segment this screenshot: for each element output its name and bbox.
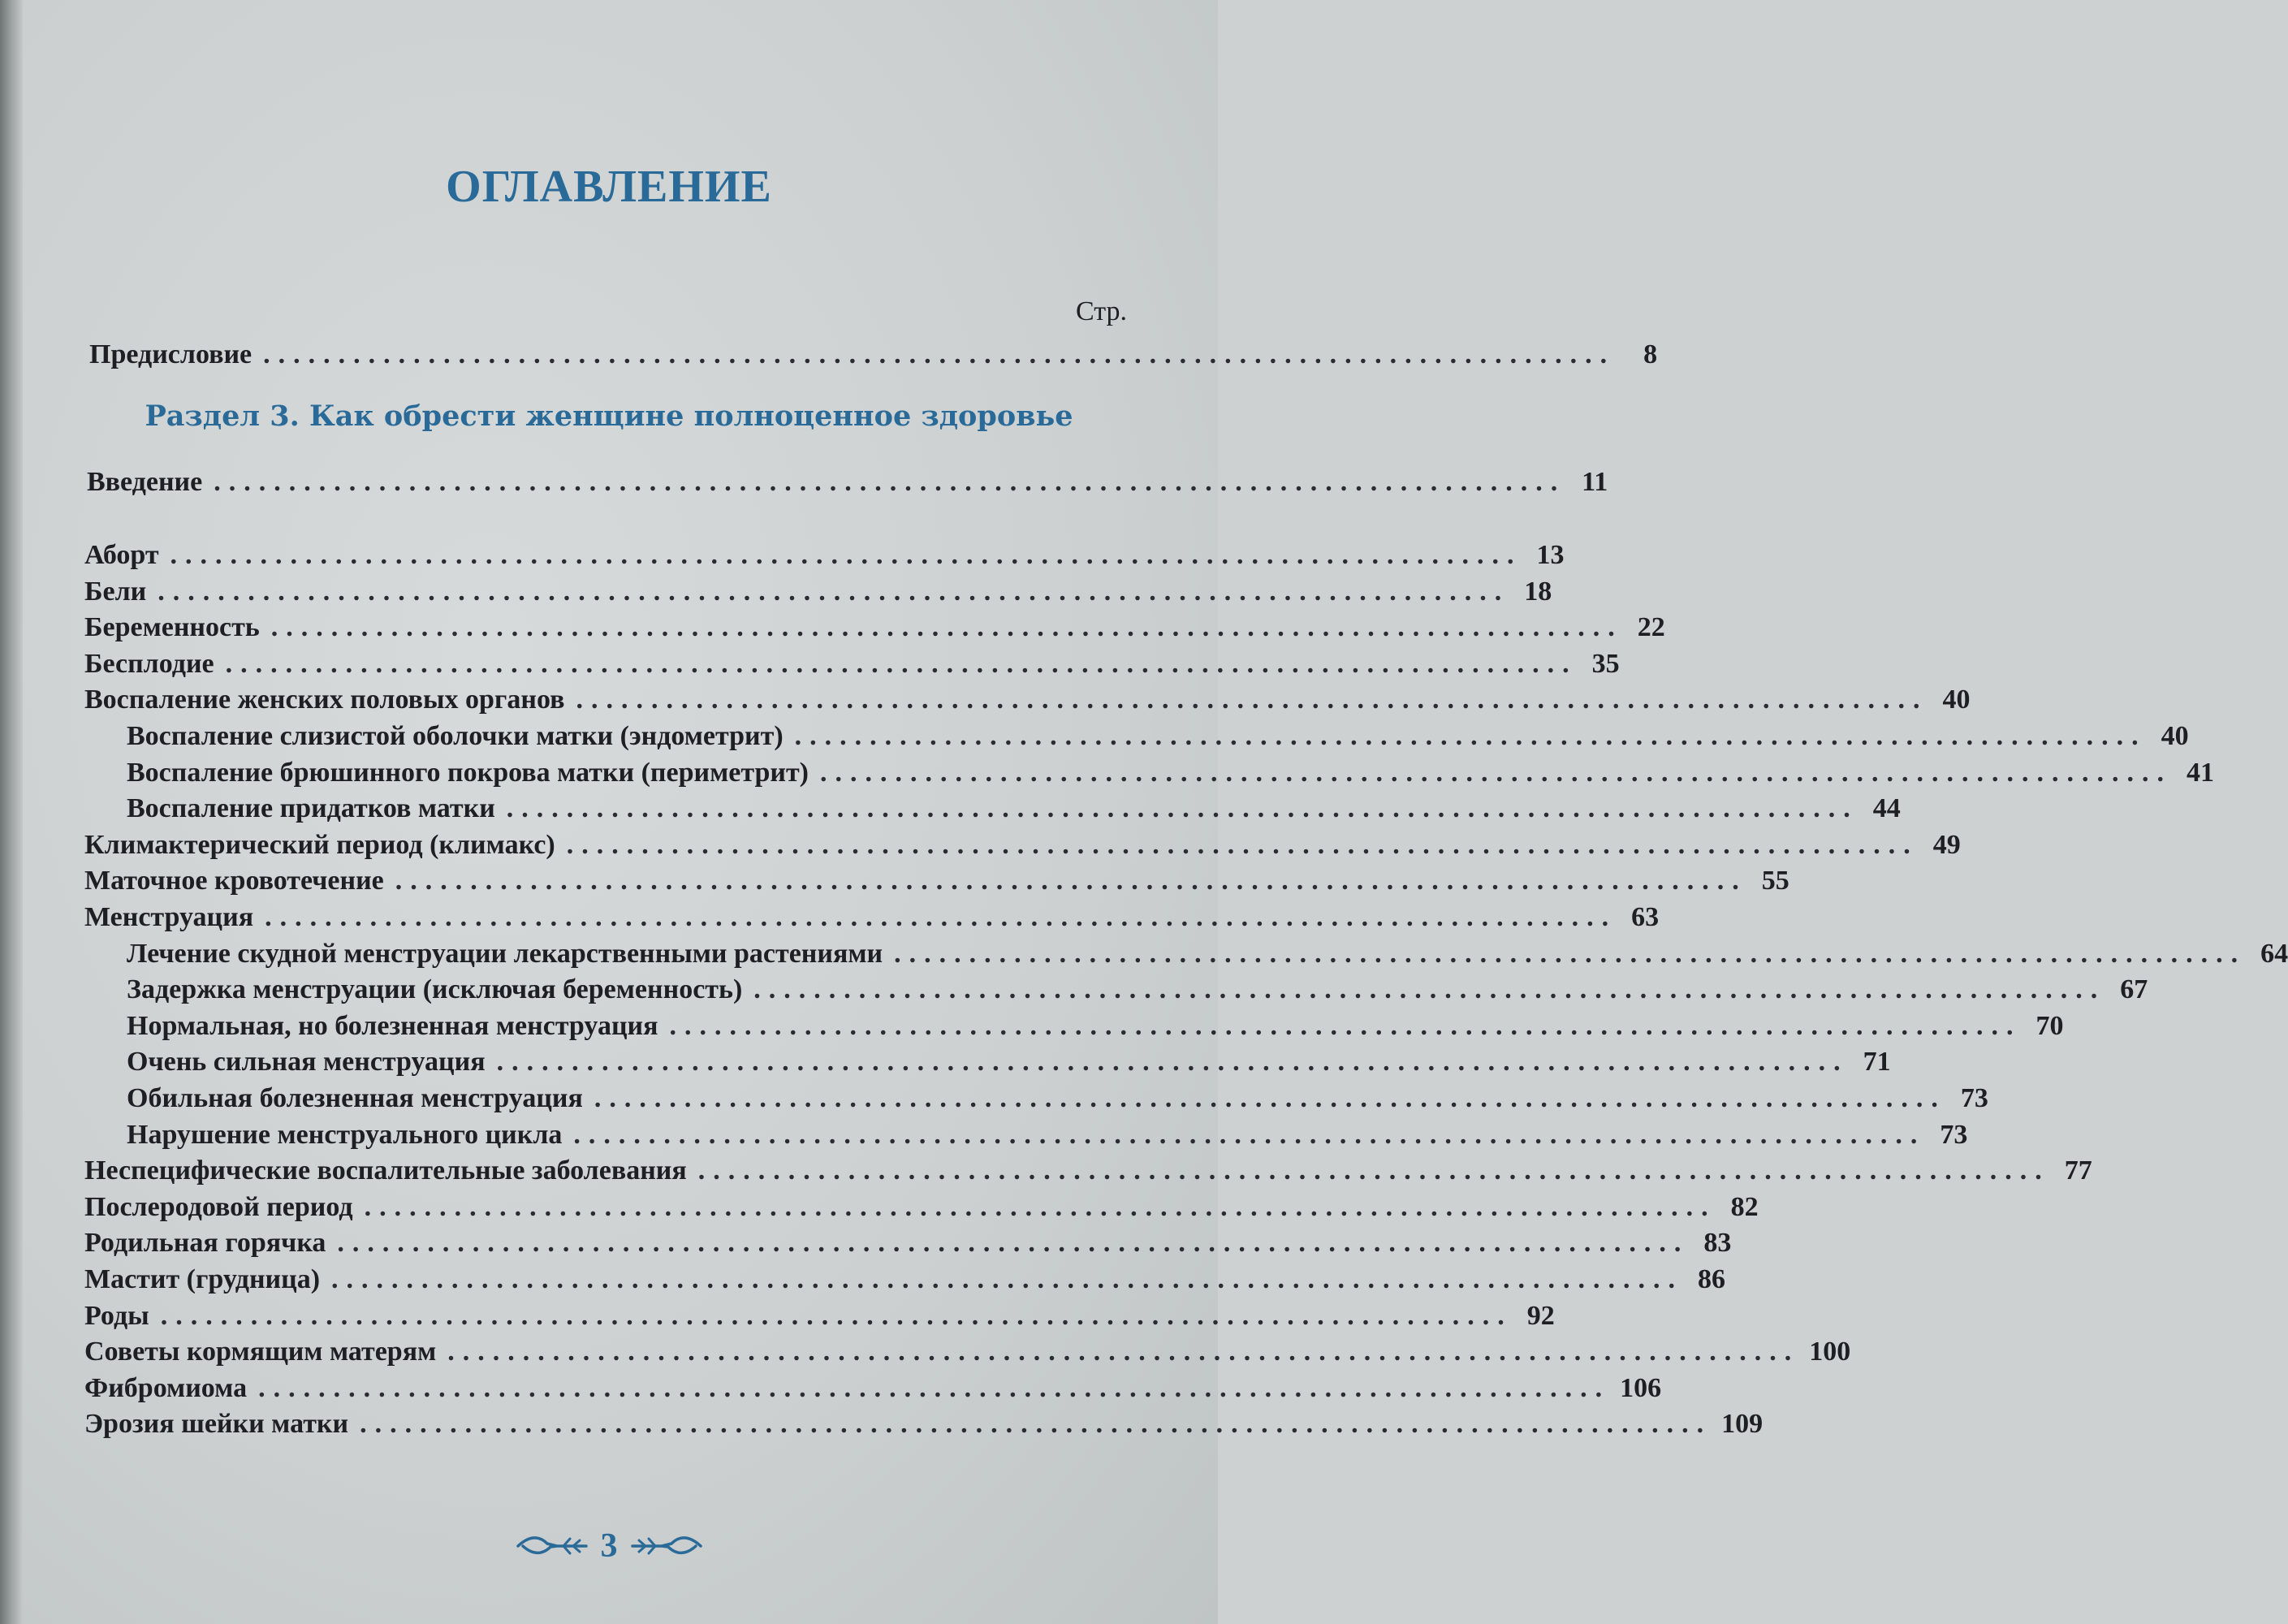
toc-entry-introduction [0, 464, 1608, 500]
toc-entry [0, 1044, 1891, 1080]
toc-entry-preface [0, 337, 1658, 373]
toc-entry-label: Обильная болезненная менструация [127, 1083, 583, 1113]
floral-ornament-left-icon [515, 1532, 589, 1560]
toc-entry-label: Маточное кровотечение [84, 866, 384, 896]
toc-entry-label: Фибромиома [84, 1373, 248, 1403]
dot-leader: .......................................................................................... [225, 649, 1578, 679]
toc-entry [0, 863, 1789, 899]
toc-entry [0, 610, 1665, 646]
toc-entry-label: Бесплодие [84, 649, 214, 679]
toc-entry-label: Мастит (грудница) [84, 1264, 321, 1294]
toc-entry-label: Роды [84, 1301, 149, 1331]
toc-entry-label: Воспаление брюшинного покрова матки (периметрит) [127, 758, 809, 788]
toc-entry-label: Нормальная, но болезненная менструация [127, 1011, 658, 1041]
page-column-label: Стр. [1075, 296, 1127, 326]
toc-entry [0, 791, 1901, 827]
toc-entry-label: Беременность [84, 612, 260, 642]
toc-entry [0, 1298, 1555, 1334]
toc-entry-label: Введение [87, 467, 203, 497]
dot-leader: .......................................................................................... [214, 467, 1566, 497]
toc-entry-page: 73 [1960, 1083, 1988, 1113]
toc-entry-page: 83 [1703, 1228, 1732, 1258]
dot-leader: .......................................................................................... [506, 793, 1858, 823]
toc-entry-page: 63 [1631, 902, 1660, 932]
toc-entry [0, 1190, 1759, 1225]
toc-entry-page: 64 [2260, 939, 2288, 969]
toc-entry-page: 22 [1637, 612, 1665, 642]
toc-entry-page: 8 [1643, 339, 1658, 369]
toc-entry [0, 1406, 1763, 1442]
toc-entry-label: Послеродовой период [84, 1192, 353, 1222]
section-heading: Раздел 3. Как обрести женщине полноценное здоровье [145, 400, 1073, 433]
dot-leader: .......................................................................................... [669, 1011, 2022, 1041]
toc-entry-page: 82 [1730, 1192, 1759, 1222]
toc-entry-label: Воспаление женских половых органов [84, 685, 565, 715]
toc-entry-page: 100 [1809, 1337, 1851, 1367]
toc-entry-label: Воспаление слизистой оболочки матки (эндометрит) [127, 721, 784, 751]
dot-leader: .......................................................................................... [170, 540, 1522, 570]
toc-entry-label: Воспаление придатков матки [127, 793, 495, 823]
toc-entry [0, 755, 2214, 791]
toc-entry-page: 77 [2064, 1155, 2092, 1186]
toc-entry [0, 682, 1971, 718]
toc-entry-page: 109 [1721, 1409, 1763, 1439]
dot-leader: .......................................................................................... [794, 721, 2147, 751]
page-footer [0, 1527, 1218, 1566]
toc-entry-page: 73 [1940, 1120, 1968, 1150]
toc-entry [0, 1334, 1851, 1370]
floral-ornament-right-icon [629, 1532, 704, 1560]
toc-entry-label: Очень сильная менструация [127, 1047, 486, 1077]
toc-entry-label: Советы кормящим матерям [84, 1337, 437, 1367]
toc-entry [0, 1009, 2064, 1044]
dot-leader: .......................................................................................... [263, 339, 1616, 369]
toc-entry [0, 1153, 2092, 1189]
toc-entry [0, 936, 2288, 972]
toc-entry-page: 70 [2035, 1011, 2064, 1041]
toc-entry-page: 67 [2120, 974, 2148, 1004]
toc-entry-label: Аборт [84, 540, 159, 570]
dot-leader: .......................................................................................... [819, 758, 2172, 788]
toc-entry [0, 574, 1552, 610]
toc-entry-label: Нарушение менструального цикла [127, 1120, 563, 1150]
toc-entry-page: 11 [1582, 467, 1608, 497]
toc-entry-label: Бели [84, 577, 147, 607]
dot-leader: .......................................................................................... [364, 1192, 1716, 1222]
dot-leader: .......................................................................................... [395, 866, 1747, 896]
toc-entry-label: Менструация [84, 902, 254, 932]
dot-leader: .......................................................................................... [576, 685, 1928, 715]
dot-leader: .......................................................................................... [160, 1301, 1513, 1331]
dot-leader: .......................................................................................... [158, 577, 1510, 607]
dot-leader: .......................................................................................... [331, 1264, 1684, 1294]
toc-entry-page: 44 [1872, 793, 1901, 823]
toc-entry [0, 1262, 1726, 1298]
toc-entry-label: Эрозия шейки матки [84, 1409, 349, 1439]
dot-leader: .......................................................................................... [496, 1047, 1849, 1077]
dot-leader: .......................................................................................... [594, 1083, 1946, 1113]
toc-entry-page: 13 [1536, 540, 1565, 570]
dot-leader: .......................................................................................... [360, 1409, 1712, 1439]
dot-leader: .......................................................................................... [566, 830, 1919, 860]
toc-entry-label: Лечение скудной менструации лекарственными растениями [127, 939, 883, 969]
dot-leader: .......................................................................................... [258, 1373, 1611, 1403]
toc-entry-page: 55 [1761, 866, 1789, 896]
toc-entry-page: 106 [1620, 1373, 1662, 1403]
page-number: 3 [600, 1527, 618, 1565]
toc-entry-page: 18 [1524, 577, 1552, 607]
toc-entry [0, 900, 1660, 935]
toc-entry-page: 71 [1863, 1047, 1891, 1077]
toc-entry [0, 972, 2148, 1008]
toc-entry-page: 49 [1932, 830, 1961, 860]
toc-entry [0, 719, 2189, 754]
toc-entry [0, 827, 1961, 863]
dot-leader: .......................................................................................... [753, 974, 2106, 1004]
toc-entry-page: 41 [2186, 758, 2214, 788]
dot-leader: .......................................................................................... [265, 902, 1617, 932]
dot-leader: .......................................................................................... [894, 939, 2247, 969]
toc-entry [0, 1225, 1732, 1261]
dot-leader: .......................................................................................... [270, 612, 1623, 642]
toc-entry [0, 646, 1620, 682]
toc-entry [0, 538, 1565, 573]
toc-entry [0, 1081, 1988, 1116]
toc-entry-page: 92 [1526, 1301, 1555, 1331]
dot-leader: .......................................................................................... [697, 1155, 2050, 1186]
toc-entry-page: 35 [1591, 649, 1620, 679]
toc-entry [0, 1117, 1968, 1153]
toc-entry-label: Климактерический период (климакс) [84, 830, 555, 860]
toc-entry-label: Родильная горячка [84, 1228, 326, 1258]
toc-entry-label: Неспецифические воспалительные заболевания [84, 1155, 687, 1186]
toc-entry-label: Предисловие [89, 339, 253, 369]
toc-entry-label: Задержка менструации (исключая беременность) [127, 974, 743, 1004]
dot-leader: .......................................................................................... [337, 1228, 1690, 1258]
toc-entry-page: 40 [2161, 721, 2189, 751]
page-title: ОГЛАВЛЕНИЕ [446, 162, 772, 212]
toc-entry-page: 86 [1698, 1264, 1726, 1294]
toc-entry [0, 1371, 1662, 1406]
dot-leader: .......................................................................................... [447, 1337, 1800, 1367]
toc-entry-page: 40 [1942, 685, 1971, 715]
dot-leader: .......................................................................................... [573, 1120, 1926, 1150]
